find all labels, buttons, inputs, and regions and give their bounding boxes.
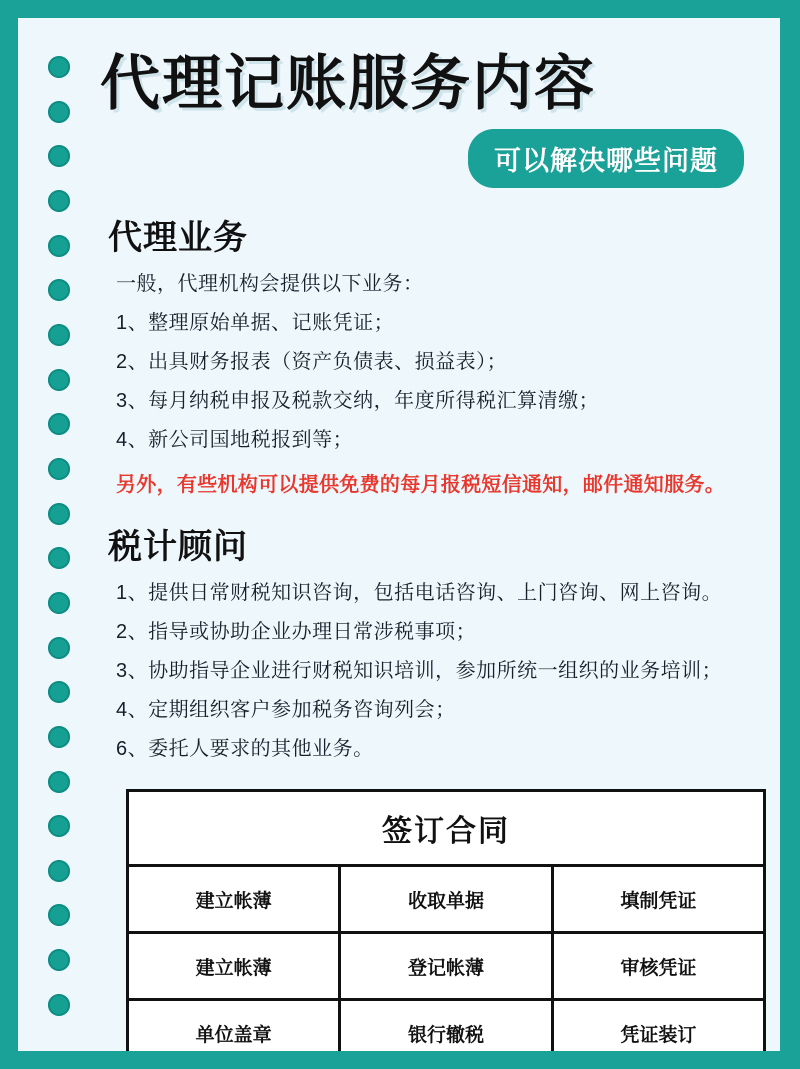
- binding-hole: [48, 994, 70, 1016]
- list-item: 3、协助指导企业进行财税知识培训，参加所统一组织的业务培训；: [116, 660, 723, 682]
- list-item: 3、每月纳税申报及税款交纳，年度所得税汇算清缴；: [116, 390, 600, 412]
- workflow-cell: 填制凭证: [552, 866, 764, 933]
- workflow-table: [126, 789, 766, 1051]
- binding-hole: [48, 324, 70, 346]
- subtitle-badge: 可以解决哪些问题: [468, 129, 744, 188]
- workflow-cell: 登记帐薄: [340, 933, 552, 1000]
- binding-hole: [48, 904, 70, 926]
- workflow-cell: 银行辙税: [340, 1000, 552, 1052]
- list-item: 6、委托人要求的其他业务。: [116, 738, 374, 760]
- table-row: [128, 791, 765, 866]
- binding-hole: [48, 726, 70, 748]
- workflow-title: 签订合同: [128, 791, 765, 866]
- binding-hole: [48, 503, 70, 525]
- binding-hole: [48, 637, 70, 659]
- binding-hole: [48, 815, 70, 837]
- workflow-cell: 单位盖章: [128, 1000, 340, 1052]
- binding-hole: [48, 235, 70, 257]
- workflow-cell: 建立帐薄: [128, 866, 340, 933]
- list-item: 2、指导或协助企业办理日常涉税事项；: [116, 621, 477, 643]
- binding-hole: [48, 279, 70, 301]
- list-item: 1、提供日常财税知识咨询，包括电话咨询、上门咨询、网上咨询。: [116, 582, 723, 604]
- workflow-cell: 凭证装订: [552, 1000, 764, 1052]
- binding-hole: [48, 592, 70, 614]
- binding-hole: [48, 458, 70, 480]
- workflow-cell: 建立帐薄: [128, 933, 340, 1000]
- binding-hole: [48, 413, 70, 435]
- section-heading-agency: 代理业务: [108, 219, 248, 257]
- binding-hole: [48, 190, 70, 212]
- workflow-cell: 收取单据: [340, 866, 552, 933]
- table-row: [128, 866, 765, 933]
- page-title: 代理记账服务内容: [100, 50, 596, 117]
- binding-hole: [48, 949, 70, 971]
- binding-hole: [48, 56, 70, 78]
- spiral-holes: [46, 56, 72, 1016]
- highlight-note: 另外，有些机构可以提供免费的每月报税短信通知，邮件通知服务。: [116, 474, 725, 496]
- binding-hole: [48, 681, 70, 703]
- binding-hole: [48, 547, 70, 569]
- paper-sheet: [18, 18, 780, 1051]
- binding-hole: [48, 860, 70, 882]
- workflow-cell: 审核凭证: [552, 933, 764, 1000]
- list-item: 4、定期组织客户参加税务咨询列会；: [116, 699, 456, 721]
- section-lead-agency: 一般，代理机构会提供以下业务：: [116, 273, 424, 295]
- table-row: [128, 933, 765, 1000]
- binding-hole: [48, 771, 70, 793]
- list-item: 2、出具财务报表（资产负债表、损益表）；: [116, 351, 508, 373]
- subtitle-row: [90, 129, 752, 188]
- section-heading-tax-advisor: 税计顾问: [108, 528, 248, 566]
- table-row: [128, 1000, 765, 1052]
- binding-hole: [48, 101, 70, 123]
- list-item: 1、整理原始单据、记账凭证；: [116, 312, 395, 334]
- binding-hole: [48, 369, 70, 391]
- binding-hole: [48, 145, 70, 167]
- list-item: 4、新公司国地税报到等；: [116, 429, 354, 451]
